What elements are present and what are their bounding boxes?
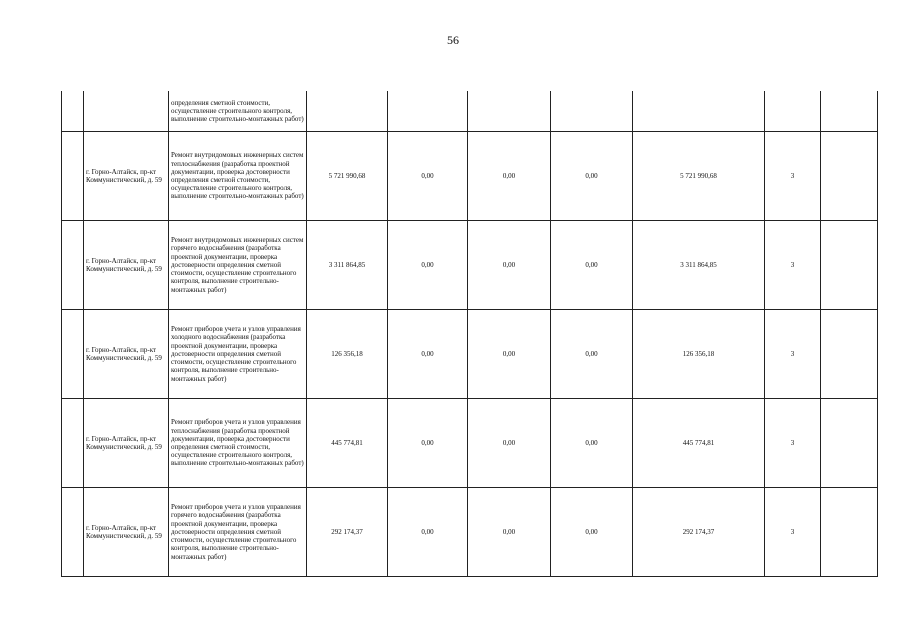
- table-cell-value: 3: [765, 221, 821, 310]
- table-cell-value: 3: [765, 399, 821, 488]
- table-cell-address: г. Горно-Алтайск, пр-кт Коммунистический, д. 59: [84, 399, 169, 488]
- table-cell: [307, 91, 388, 132]
- table-cell-total: 5 721 990,68: [307, 132, 388, 221]
- table-cell-value: 3 311 864,85: [633, 221, 765, 310]
- table-cell: [633, 91, 765, 132]
- table-cell-value: 0,00: [551, 310, 633, 399]
- table-cell-address: г. Горно-Алтайск, пр-кт Коммунистический, д. 59: [84, 221, 169, 310]
- table-cell: [468, 91, 551, 132]
- table-cell-total: 3 311 864,85: [307, 221, 388, 310]
- table-cell-work: Ремонт внутридомовых инженерных систем теплоснабжения (разработка проектной документации, проверка достоверности определения сметной стоимости, осуществление строительного контроля, выполнение строительно-монтажных работ): [169, 132, 307, 221]
- table-cell: [821, 310, 878, 399]
- table-cell: [821, 488, 878, 577]
- table-cell-work: Ремонт приборов учета и узлов управления теплоснабжения (разработка проектной документации, проверка достоверности определения сметной стоимости, осуществление строительного контроля, выполнение строительно-монтажных работ): [169, 399, 307, 488]
- table-cell-address: г. Горно-Алтайск, пр-кт Коммунистический, д. 59: [84, 132, 169, 221]
- table-cell-value: 3: [765, 310, 821, 399]
- table-cell: [388, 91, 468, 132]
- table-cell: [62, 132, 84, 221]
- table-cell-work: Ремонт приборов учета и узлов управления холодного водоснабжения (разработка проектной документации, проверка достоверности определения сметной стоимости, осуществление строительного контроля, выполнение строительно-монтажных работ): [169, 310, 307, 399]
- table-cell: [765, 91, 821, 132]
- table-cell-value: 0,00: [551, 132, 633, 221]
- table-cell-value: 3: [765, 132, 821, 221]
- table-cell: [821, 399, 878, 488]
- table-cell-value: 0,00: [388, 132, 468, 221]
- table-cell-value: 126 356,18: [633, 310, 765, 399]
- table-cell: [62, 310, 84, 399]
- table-row-continuation: [62, 91, 878, 132]
- table-cell-total: 292 174,37: [307, 488, 388, 577]
- page-number: 56: [447, 33, 459, 47]
- works-table: [61, 91, 878, 577]
- table-cell-value: 0,00: [388, 310, 468, 399]
- table-cell-value: 0,00: [388, 488, 468, 577]
- table-cell-value: 0,00: [551, 488, 633, 577]
- table-cell: [62, 488, 84, 577]
- table-row: [62, 310, 878, 399]
- table-cell: [84, 91, 169, 132]
- table-cell-address: г. Горно-Алтайск, пр-кт Коммунистический, д. 59: [84, 310, 169, 399]
- table-cell-value: 292 174,37: [633, 488, 765, 577]
- table-cell-value: 0,00: [468, 399, 551, 488]
- table-cell-address: г. Горно-Алтайск, пр-кт Коммунистический, д. 59: [84, 488, 169, 577]
- table-cell-value: 0,00: [468, 221, 551, 310]
- table-cell-total: 126 356,18: [307, 310, 388, 399]
- table-cell-value: 445 774,81: [633, 399, 765, 488]
- table-cell-work: определения сметной стоимости, осуществление строительного контроля, выполнение строительно-монтажных работ): [169, 91, 307, 132]
- table-row: [62, 399, 878, 488]
- table-row: [62, 488, 878, 577]
- table-cell: [821, 91, 878, 132]
- table-cell-value: 0,00: [551, 221, 633, 310]
- table-cell-value: 0,00: [551, 399, 633, 488]
- table-cell-value: 0,00: [468, 310, 551, 399]
- table-cell: [551, 91, 633, 132]
- table-cell-value: 0,00: [388, 221, 468, 310]
- table-row: [62, 132, 878, 221]
- table-cell-work: Ремонт приборов учета и узлов управления горячего водоснабжения (разработка проектной документации, проверка достоверности определения сметной стоимости, осуществление строительного контроля, выполнение строительно-монтажных работ): [169, 488, 307, 577]
- table-cell: [62, 399, 84, 488]
- table-cell: [821, 132, 878, 221]
- table-row: [62, 221, 878, 310]
- table-cell-value: 5 721 990,68: [633, 132, 765, 221]
- table-cell-value: 3: [765, 488, 821, 577]
- table-cell: [62, 91, 84, 132]
- table-cell-value: 0,00: [468, 132, 551, 221]
- table-cell: [821, 221, 878, 310]
- table-cell-total: 445 774,81: [307, 399, 388, 488]
- table-cell-value: 0,00: [468, 488, 551, 577]
- table-cell-value: 0,00: [388, 399, 468, 488]
- table-cell: [62, 221, 84, 310]
- table-cell-work: Ремонт внутридомовых инженерных систем горячего водоснабжения (разработка проектной документации, проверка достоверности определения сметной стоимости, осуществление строительного контроля, выполнение строительно-монтажных работ): [169, 221, 307, 310]
